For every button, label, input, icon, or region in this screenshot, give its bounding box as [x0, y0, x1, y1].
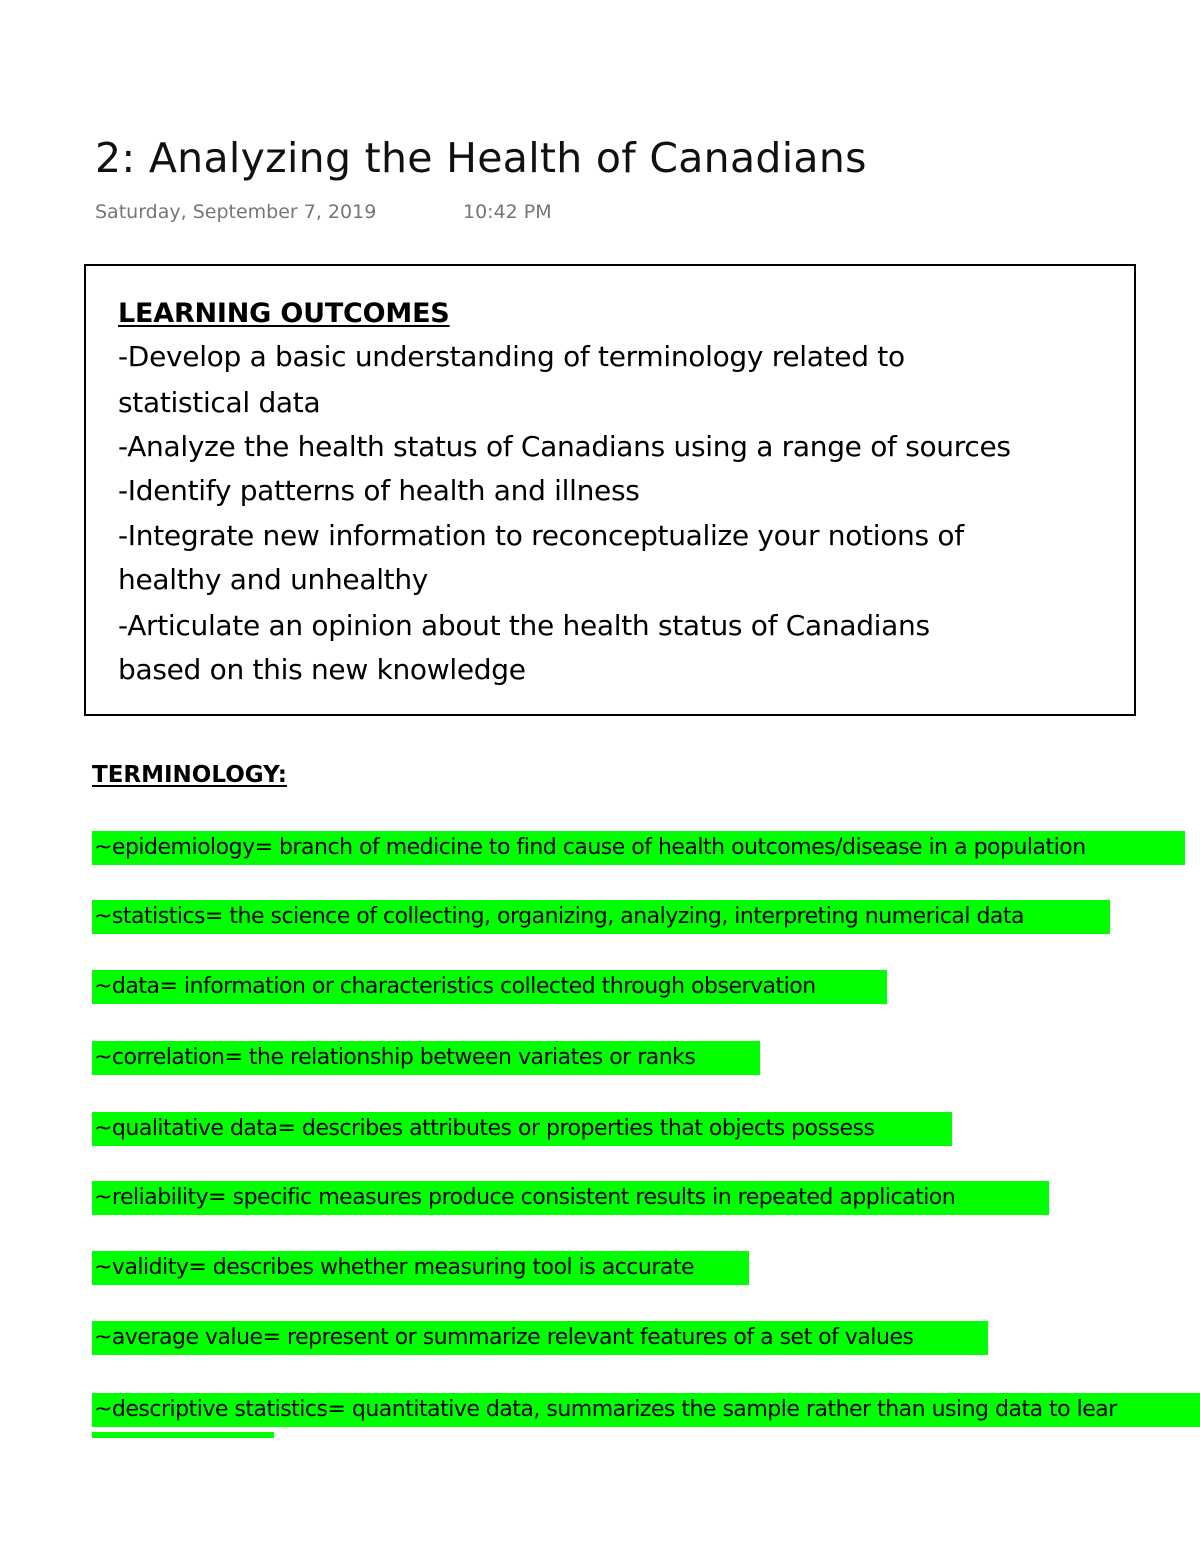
term-validity: ~validity= describes whether measuring tool is accurate [92, 1251, 749, 1285]
date-stamp [95, 201, 552, 223]
term-descriptive-statistics: ~descriptive statistics= quantitative data, summarizes the sample rather than using data to lear [92, 1393, 1200, 1427]
time-text: 10:42 PM [463, 201, 552, 223]
term-average-value: ~average value= represent or summarize relevant features of a set of values [92, 1321, 988, 1355]
outcome-line: healthy and unhealthy [118, 563, 429, 596]
outcome-line: based on this new knowledge [118, 653, 526, 686]
outcome-line: -Integrate new information to reconceptualize your notions of [118, 519, 964, 552]
outcome-line: statistical data [118, 386, 321, 419]
terminology-heading: TERMINOLOGY: [92, 762, 287, 788]
outcome-line: -Develop a basic understanding of terminology related to [118, 340, 905, 373]
term-correlation: ~correlation= the relationship between variates or ranks [92, 1041, 760, 1075]
term-continuation-highlight [92, 1432, 274, 1438]
outcome-line: -Articulate an opinion about the health status of Canadians [118, 609, 930, 642]
page-title: 2: Analyzing the Health of Canadians [95, 134, 867, 182]
date-text: Saturday, September 7, 2019 [95, 201, 377, 223]
learning-outcomes-heading: LEARNING OUTCOMES [118, 298, 450, 329]
learning-outcomes-box [84, 264, 1136, 716]
outcome-line: -Analyze the health status of Canadians using a range of sources [118, 430, 1011, 463]
term-statistics: ~statistics= the science of collecting, organizing, analyzing, interpreting numerical data [92, 900, 1110, 934]
term-epidemiology: ~epidemiology= branch of medicine to find cause of health outcomes/disease in a population [92, 831, 1185, 865]
term-qualitative-data: ~qualitative data= describes attributes or properties that objects possess [92, 1112, 952, 1146]
term-data: ~data= information or characteristics collected through observation [92, 970, 887, 1004]
term-reliability: ~reliability= specific measures produce consistent results in repeated application [92, 1181, 1049, 1215]
outcome-line: -Identify patterns of health and illness [118, 474, 640, 507]
